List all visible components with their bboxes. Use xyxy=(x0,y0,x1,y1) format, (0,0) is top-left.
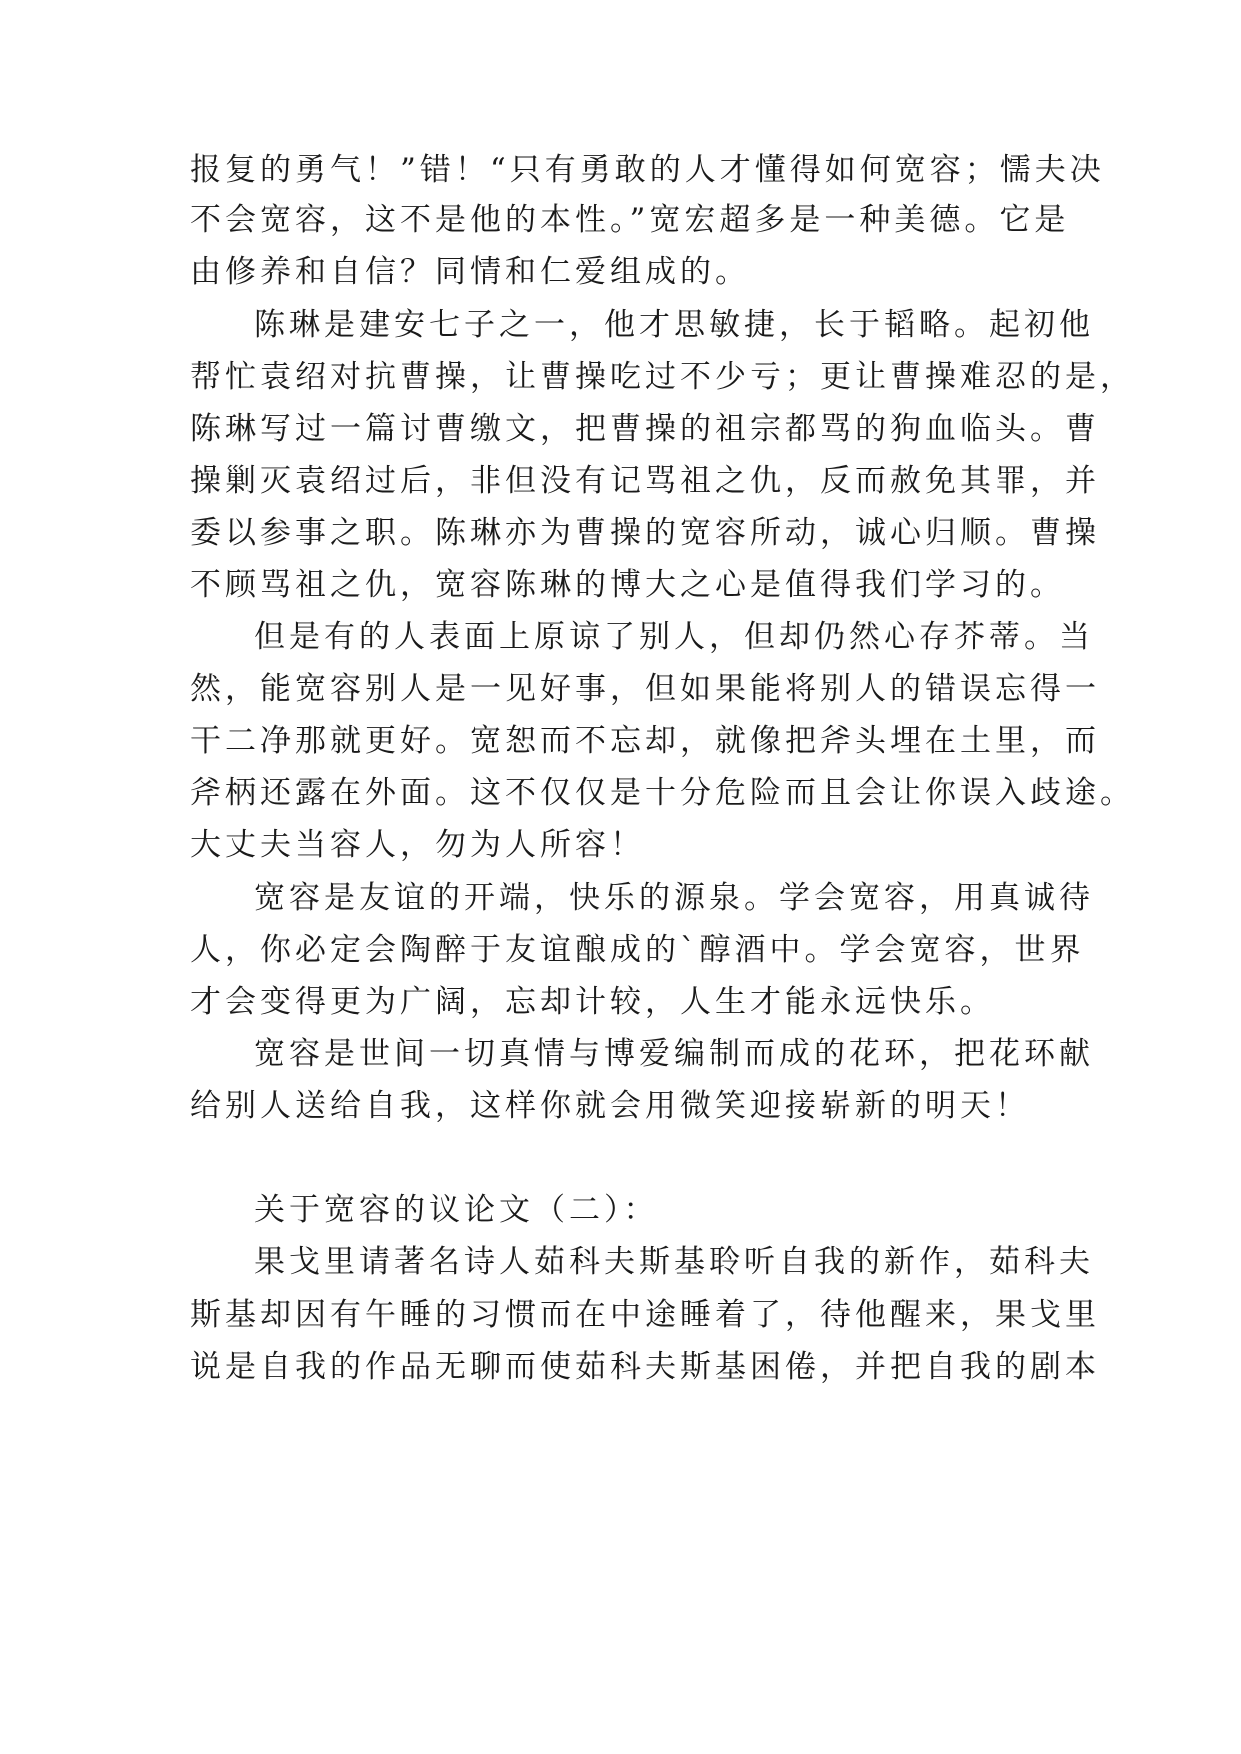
paragraph-line: 委以参事之职。陈琳亦为曹操的宽容所动，诚心归顺。曹操 xyxy=(190,515,1100,551)
section-heading: 关于宽容的议论文（二）： xyxy=(254,1192,659,1228)
paragraph-line: 斧柄还露在外面。这不仅仅是十分危险而且会让你误入歧途。 xyxy=(190,775,1135,811)
paragraph-line: 由修养和自信？同情和仁爱组成的。 xyxy=(190,254,750,290)
paragraph-line: 报复的勇气！”错！“只有勇敢的人才懂得如何宽容；懦夫决 xyxy=(190,152,1105,188)
paragraph-line: 斯基却因有午睡的习惯而在中途睡着了，待他醒来，果戈里 xyxy=(190,1297,1100,1333)
paragraph-line: 宽容是友谊的开端，快乐的源泉。学会宽容，用真诚待 xyxy=(254,880,1094,916)
paragraph-line: 干二净那就更好。宽恕而不忘却，就像把斧头埋在土里，而 xyxy=(190,723,1100,759)
paragraph-line: 大丈夫当容人，勿为人所容！ xyxy=(190,827,645,863)
paragraph-line: 给别人送给自我，这样你就会用微笑迎接崭新的明天！ xyxy=(190,1088,1030,1124)
paragraph-line: 宽容是世间一切真情与博爱编制而成的花环，把花环献 xyxy=(254,1036,1094,1072)
paragraph-line: 才会变得更为广阔，忘却计较，人生才能永远快乐。 xyxy=(190,984,995,1020)
paragraph-line: 不顾骂祖之仇，宽容陈琳的博大之心是值得我们学习的。 xyxy=(190,567,1065,603)
paragraph-line: 但是有的人表面上原谅了别人，但却仍然心存芥蒂。当 xyxy=(254,619,1094,655)
paragraph-line: 陈琳是建安七子之一，他才思敏捷，长于韬略。起初他 xyxy=(254,307,1094,343)
paragraph-line: 帮忙袁绍对抗曹操，让曹操吃过不少亏；更让曹操难忍的是， xyxy=(190,359,1135,395)
paragraph-line: 果戈里请著名诗人茹科夫斯基聆听自我的新作，茹科夫 xyxy=(254,1244,1094,1280)
paragraph-line: 不会宽容，这不是他的本性。”宽宏超多是一种美德。它是 xyxy=(190,202,1070,238)
paragraph-line: 人，你必定会陶醉于友谊酿成的`醇酒中。学会宽容，世界 xyxy=(190,932,1085,968)
paragraph-line: 然，能宽容别人是一见好事，但如果能将别人的错误忘得一 xyxy=(190,671,1100,707)
paragraph-line: 陈琳写过一篇讨曹缴文，把曹操的祖宗都骂的狗血临头。曹 xyxy=(190,411,1100,447)
paragraph-line: 操剿灭袁绍过后，非但没有记骂祖之仇，反而赦免其罪，并 xyxy=(190,463,1100,499)
paragraph-line: 说是自我的作品无聊而使茹科夫斯基困倦，并把自我的剧本 xyxy=(190,1349,1100,1385)
